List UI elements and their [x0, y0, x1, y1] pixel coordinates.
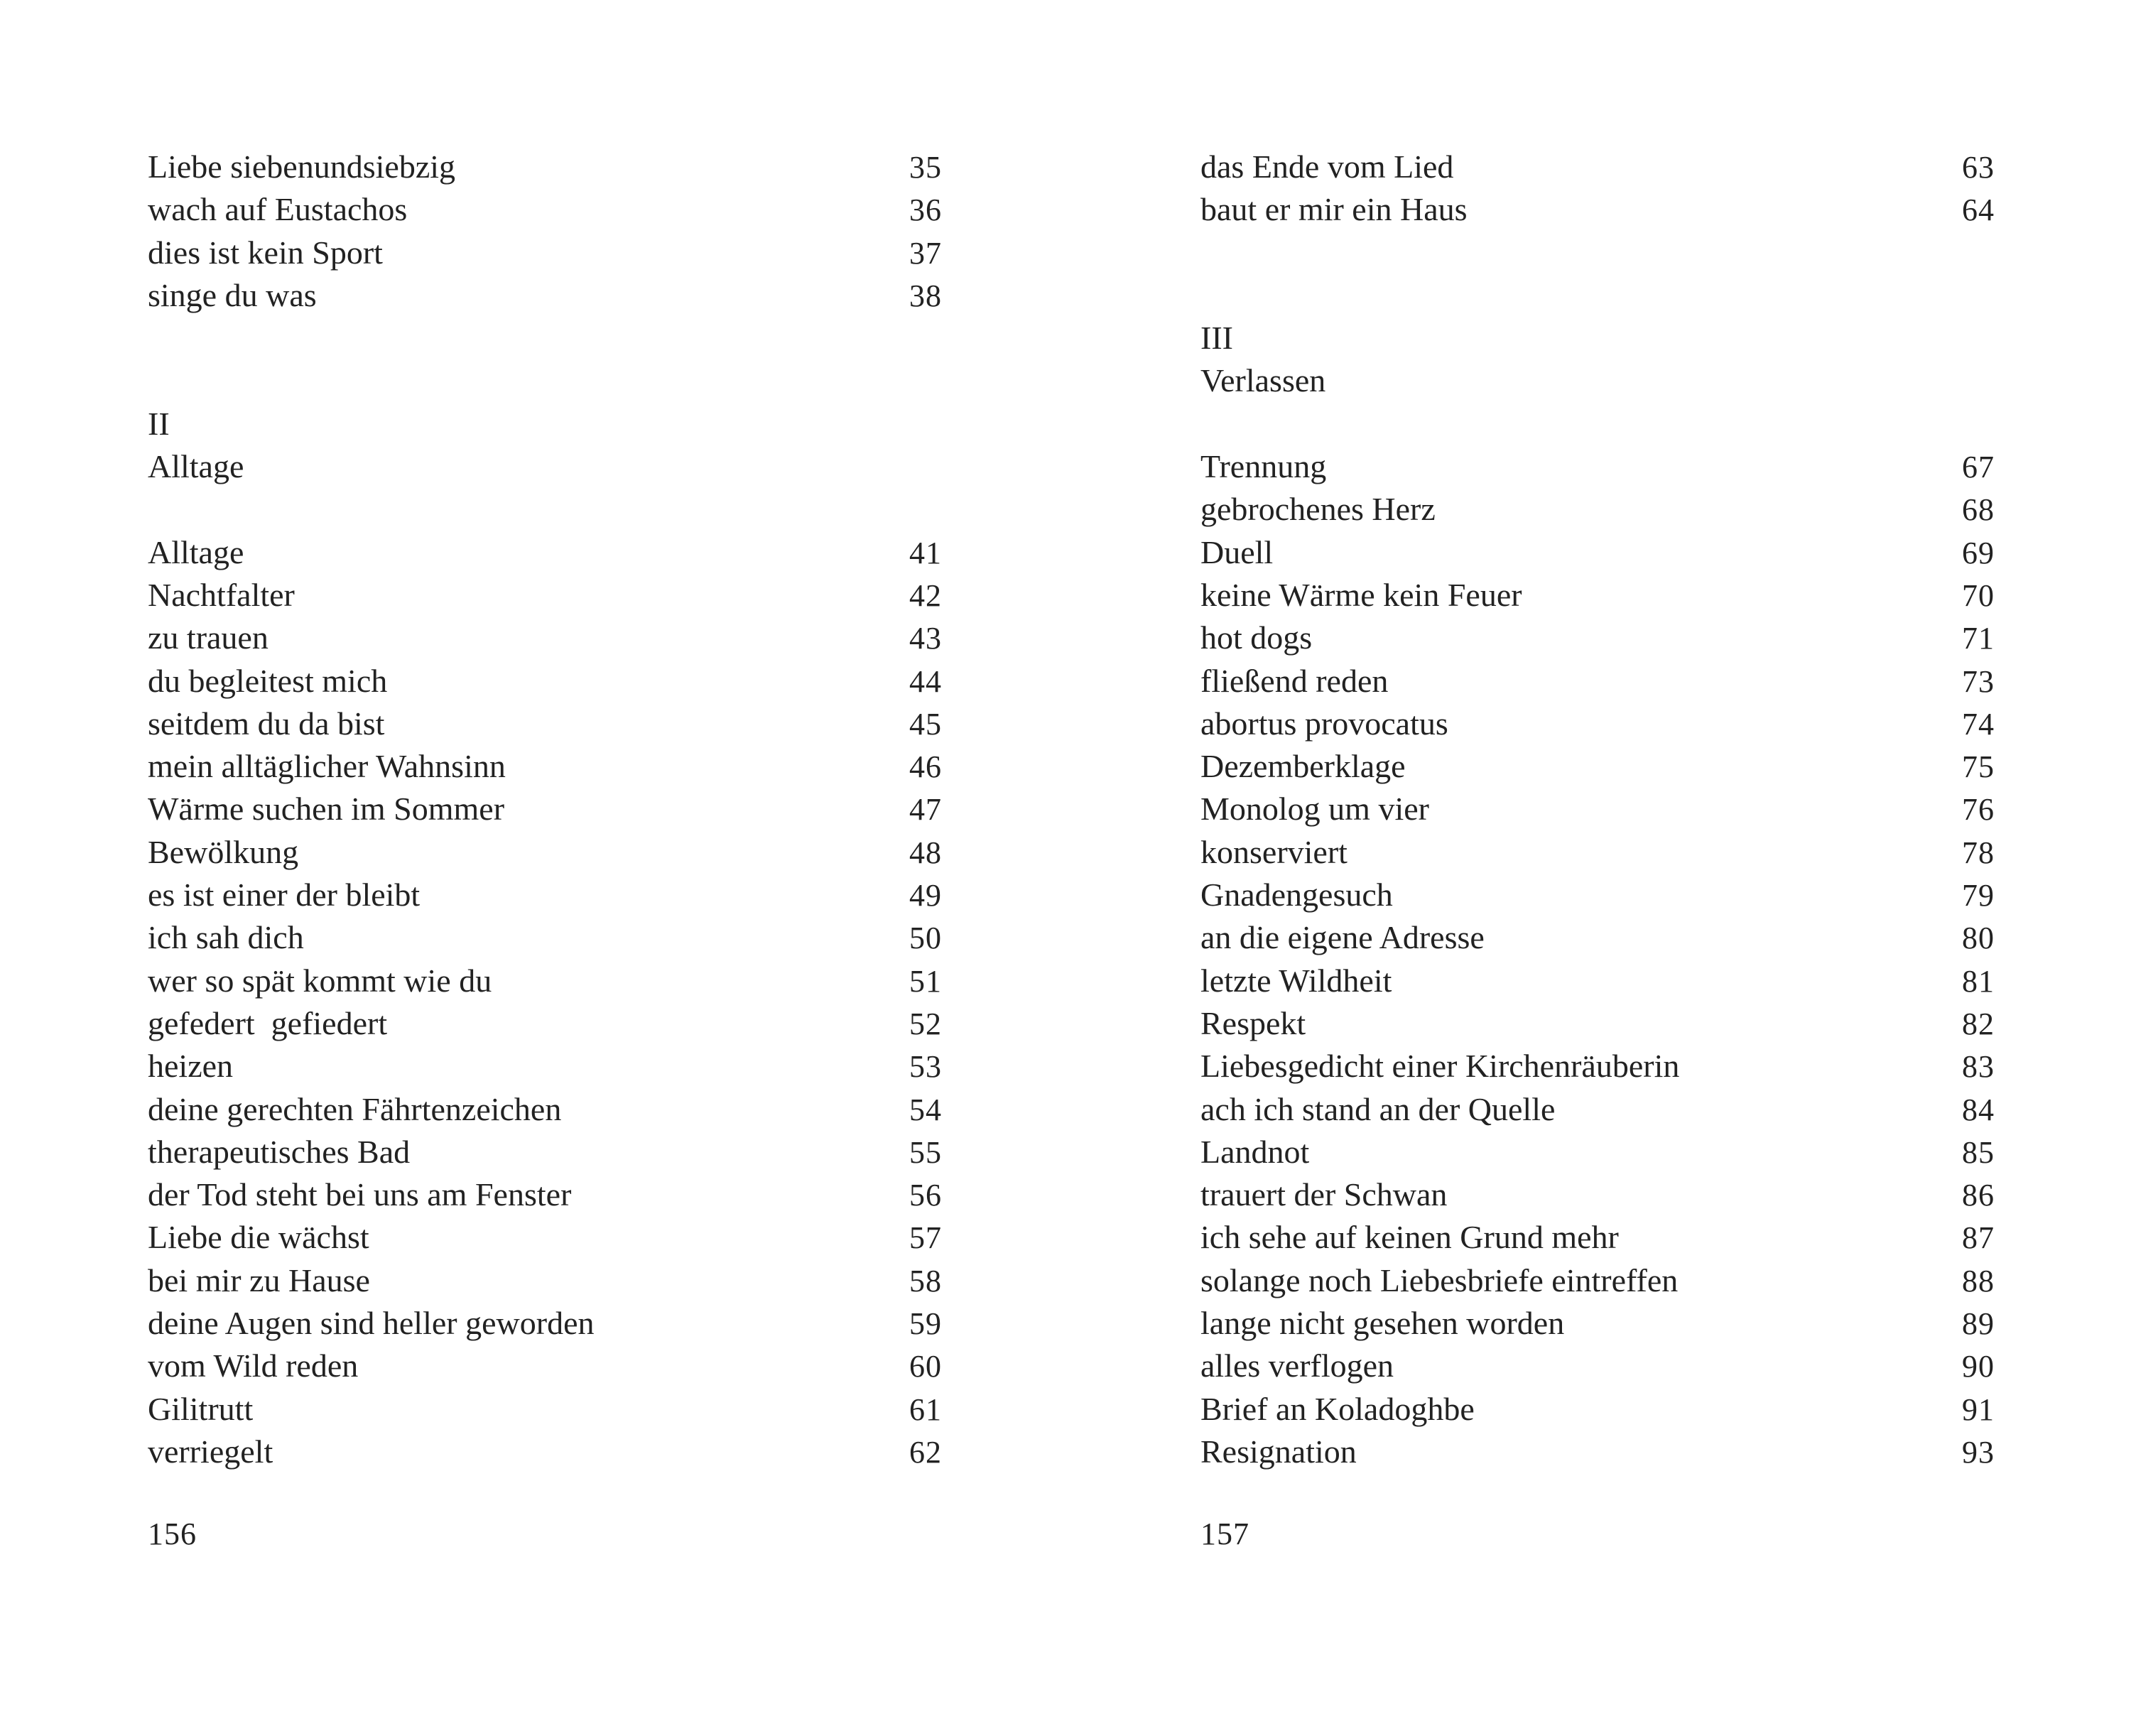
toc-entry-page: 48 [909, 835, 942, 870]
toc-entry [148, 574, 942, 617]
toc-entry [148, 1002, 942, 1045]
toc-entry-title: gefedert gefiedert [148, 1004, 388, 1041]
toc-entry-title: alles verflogen [1200, 1347, 1394, 1384]
toc-entry [148, 1431, 942, 1473]
toc-entry [1200, 1345, 1995, 1387]
toc-entry-title: gebrochenes Herz [1200, 491, 1436, 528]
toc-entry-page: 84 [1962, 1092, 1995, 1127]
toc-entry-title: konserviert [1200, 833, 1348, 870]
toc-entry-page: 52 [909, 1006, 942, 1041]
toc-entry-page: 70 [1962, 577, 1995, 613]
toc-entry [1200, 788, 1995, 830]
toc-entry-title: Alltage [148, 533, 244, 570]
toc-entry [1200, 960, 1995, 1002]
toc-entry-title: therapeutisches Bad [148, 1133, 411, 1170]
toc-entry-page: 46 [909, 749, 942, 785]
toc-entry-title: ach ich stand an der Quelle [1200, 1090, 1556, 1127]
toc-entry-title: Duell [1200, 533, 1274, 570]
toc-entry [148, 146, 942, 188]
toc-entry-page: 37 [909, 235, 942, 271]
toc-entry [148, 874, 942, 916]
toc-entry-page: 41 [909, 535, 942, 570]
toc-entry-page: 68 [1962, 492, 1995, 528]
toc-entry [148, 188, 942, 231]
toc-entry-page: 76 [1962, 792, 1995, 828]
toc-entry [148, 960, 942, 1002]
toc-entry-page: 59 [909, 1306, 942, 1342]
toc-entry [148, 617, 942, 659]
toc-entry [148, 745, 942, 788]
toc-entry [1200, 1045, 1995, 1087]
toc-entry-title: Gnadengesuch [1200, 877, 1393, 913]
toc-entry-page: 50 [909, 921, 942, 956]
toc-entry [1200, 745, 1995, 788]
toc-entry-page: 75 [1962, 749, 1995, 785]
toc-entry-title: trauert der Schwan [1200, 1176, 1448, 1213]
toc-entry [1200, 488, 1995, 531]
toc-entry [148, 702, 942, 745]
toc-entry-title: Nachtfalter [148, 576, 295, 613]
toc-entry-page: 93 [1962, 1434, 1995, 1470]
toc-entry-page: 35 [909, 150, 942, 185]
toc-entry-title: das Ende vom Lied [1200, 148, 1454, 185]
toc-entry-title: zu trauen [148, 619, 269, 656]
toc-entry [1200, 146, 1995, 188]
toc-right [1200, 146, 1995, 1473]
toc-entry-title: dies ist kein Sport [148, 234, 383, 271]
toc-entry [1200, 574, 1995, 617]
toc-entry-page: 87 [1962, 1220, 1995, 1256]
page-number: 157 [1200, 1517, 1249, 1551]
toc-entry-title: Landnot [1200, 1133, 1310, 1170]
toc-entry [148, 831, 942, 874]
toc-entry [148, 1216, 942, 1259]
toc-entry-title: hot dogs [1200, 619, 1313, 656]
toc-entry-title: Trennung [1200, 448, 1327, 485]
toc-entry-page: 85 [1962, 1134, 1995, 1170]
toc-entry-page: 53 [909, 1049, 942, 1085]
toc-entry-title: lange nicht gesehen worden [1200, 1305, 1565, 1342]
toc-entry [1200, 1131, 1995, 1173]
toc-entry-title: verriegelt [148, 1433, 273, 1470]
toc-entry-page: 58 [909, 1263, 942, 1298]
toc-entry-page: 82 [1962, 1006, 1995, 1041]
toc-entry-page: 71 [1962, 621, 1995, 656]
section-numeral: II [148, 405, 170, 442]
section-title: Alltage [148, 448, 244, 485]
toc-entries-top [148, 146, 942, 317]
toc-entry [1200, 1259, 1995, 1302]
toc-entry [1200, 617, 1995, 659]
toc-entry-page: 57 [909, 1220, 942, 1256]
toc-entry-title: Bewölkung [148, 833, 299, 870]
toc-entry-title: vom Wild reden [148, 1347, 359, 1384]
toc-entry-page: 67 [1962, 450, 1995, 485]
toc-entry-title: wer so spät kommt wie du [148, 962, 492, 999]
toc-entry-page: 90 [1962, 1349, 1995, 1384]
toc-entry [1200, 531, 1995, 574]
toc-entry [1200, 874, 1995, 916]
toc-entry-page: 51 [909, 963, 942, 999]
toc-entry [148, 1131, 942, 1173]
toc-entry-page: 83 [1962, 1049, 1995, 1085]
toc-entry-page: 89 [1962, 1306, 1995, 1342]
toc-entry [1200, 1088, 1995, 1131]
toc-left [148, 146, 942, 1473]
toc-entry-title: Liebe die wächst [148, 1219, 369, 1256]
toc-entry-page: 56 [909, 1178, 942, 1213]
toc-entry-page: 61 [909, 1391, 942, 1427]
toc-entry [1200, 660, 1995, 702]
toc-entry [148, 531, 942, 574]
toc-entry-page: 64 [1962, 192, 1995, 228]
toc-entry [148, 1088, 942, 1131]
toc-entry-page: 74 [1962, 706, 1995, 742]
toc-entry-page: 79 [1962, 878, 1995, 913]
toc-entry-title: solange noch Liebesbriefe eintreffen [1200, 1262, 1679, 1298]
toc-entry [148, 660, 942, 702]
toc-entry-page: 47 [909, 792, 942, 828]
toc-entry [1200, 1216, 1995, 1259]
toc-entries-top [1200, 146, 1995, 232]
toc-entry-page: 45 [909, 706, 942, 742]
toc-entry-title: Resignation [1200, 1433, 1357, 1470]
toc-entry [148, 916, 942, 959]
toc-entry-title: an die eigene Adresse [1200, 919, 1485, 956]
toc-entry-title: Wärme suchen im Sommer [148, 791, 505, 828]
toc-entry [148, 788, 942, 830]
toc-entry [148, 1259, 942, 1302]
left-page [148, 0, 942, 1736]
toc-entry-title: wach auf Eustachos [148, 191, 408, 228]
toc-entry-page: 36 [909, 192, 942, 228]
toc-entry [148, 1045, 942, 1087]
toc-entry-title: keine Wärme kein Feuer [1200, 576, 1522, 613]
toc-entries [148, 531, 942, 1474]
toc-entry-title: singe du was [148, 276, 317, 313]
toc-entry-page: 88 [1962, 1263, 1995, 1298]
toc-entry-page: 63 [1962, 150, 1995, 185]
toc-entry-page: 55 [909, 1134, 942, 1170]
toc-entry-title: mein alltäglicher Wahnsinn [148, 748, 506, 785]
toc-entry-title: Liebe siebenundsiebzig [148, 148, 456, 185]
toc-entry [148, 1302, 942, 1345]
toc-entry-page: 86 [1962, 1178, 1995, 1213]
toc-entry-title: abortus provocatus [1200, 705, 1448, 742]
toc-entry-title: ich sehe auf keinen Grund mehr [1200, 1219, 1619, 1256]
toc-entry-title: es ist einer der bleibt [148, 877, 421, 913]
toc-entry [1200, 702, 1995, 745]
toc-entry [1200, 831, 1995, 874]
toc-entry-title: Brief an Koladoghbe [1200, 1390, 1475, 1427]
toc-entry-page: 49 [909, 878, 942, 913]
toc-entry [148, 1388, 942, 1431]
toc-entry-page: 54 [909, 1092, 942, 1127]
toc-entry-title: letzte Wildheit [1200, 962, 1392, 999]
toc-entry-title: Gilitrutt [148, 1390, 254, 1427]
toc-entry-page: 62 [909, 1434, 942, 1470]
toc-entry-page: 81 [1962, 963, 1995, 999]
toc-entry [148, 1345, 942, 1387]
section-title: Verlassen [1200, 362, 1326, 399]
toc-entry [1200, 1388, 1995, 1431]
toc-entry-page: 42 [909, 577, 942, 613]
toc-entry-title: Liebesgedicht einer Kirchenräuberin [1200, 1048, 1680, 1085]
toc-entry [1200, 188, 1995, 231]
toc-entry [148, 1173, 942, 1216]
toc-entry-page: 80 [1962, 921, 1995, 956]
toc-entry-title: baut er mir ein Haus [1200, 191, 1468, 228]
toc-entry-title: deine gerechten Fährtenzeichen [148, 1090, 562, 1127]
toc-entries [1200, 445, 1995, 1473]
toc-entry [1200, 1173, 1995, 1216]
section-numeral: III [1200, 320, 1233, 357]
toc-entry [1200, 445, 1995, 488]
toc-entry [148, 274, 942, 317]
toc-entry [1200, 916, 1995, 959]
toc-entry-title: bei mir zu Hause [148, 1262, 370, 1298]
toc-entry-title: ich sah dich [148, 919, 304, 956]
toc-entry-page: 44 [909, 663, 942, 699]
toc-entry-title: Monolog um vier [1200, 791, 1429, 828]
right-page [1200, 0, 1995, 1736]
toc-entry-page: 43 [909, 621, 942, 656]
toc-entry-title: heizen [148, 1048, 234, 1085]
toc-entry-title: du begleitest mich [148, 662, 388, 699]
toc-entry [1200, 1302, 1995, 1345]
page-number: 156 [148, 1517, 197, 1551]
toc-entry-title: der Tod steht bei uns am Fenster [148, 1176, 572, 1213]
toc-entry [148, 232, 942, 274]
toc-entry-title: fließend reden [1200, 662, 1389, 699]
toc-entry-title: deine Augen sind heller geworden [148, 1305, 595, 1342]
toc-entry-page: 38 [909, 278, 942, 313]
toc-entry-title: seitdem du da bist [148, 705, 385, 742]
toc-entry-title: Dezemberklage [1200, 748, 1406, 785]
toc-entry-page: 60 [909, 1349, 942, 1384]
toc-entry-page: 73 [1962, 663, 1995, 699]
toc-entry-page: 91 [1962, 1391, 1995, 1427]
toc-entry-page: 69 [1962, 535, 1995, 570]
toc-entry-title: Respekt [1200, 1004, 1306, 1041]
toc-entry-page: 78 [1962, 835, 1995, 870]
toc-entry [1200, 1002, 1995, 1045]
toc-entry [1200, 1431, 1995, 1473]
